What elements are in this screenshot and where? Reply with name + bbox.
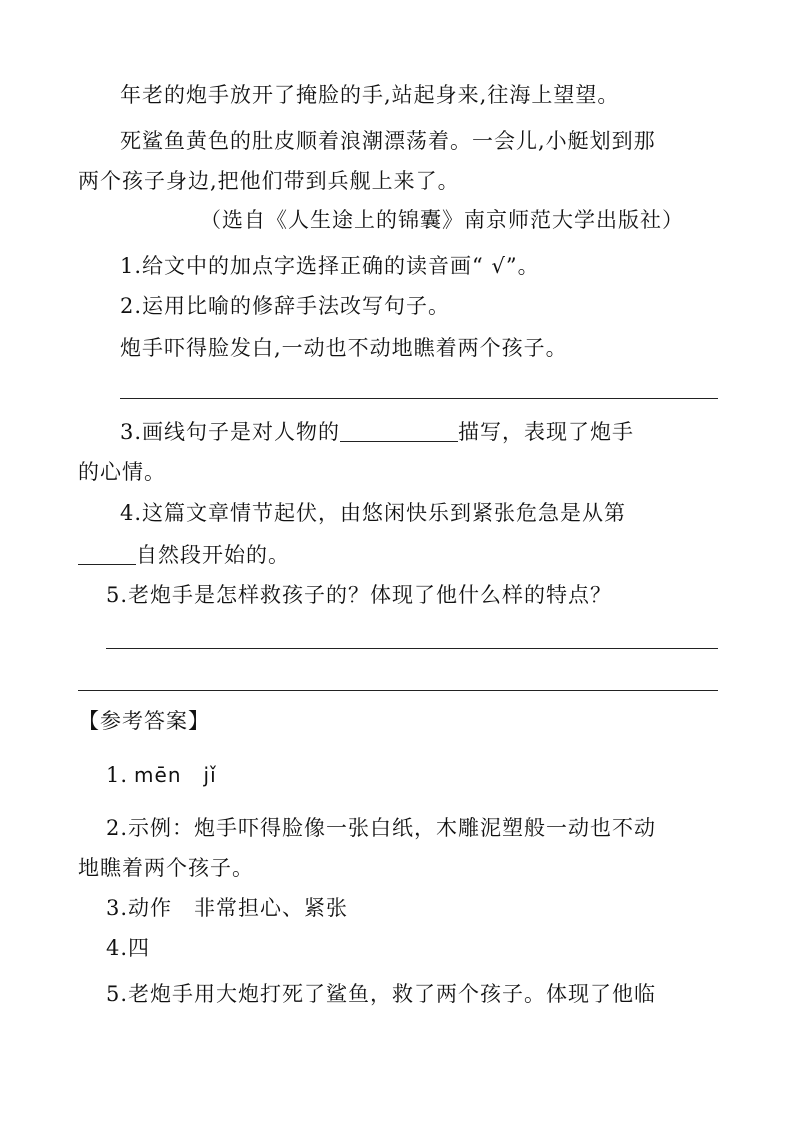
passage-paragraph-2-line-2: 两个孩子身边,把他们带到兵舰上来了。: [78, 169, 460, 193]
question-3-line-1: [120, 419, 634, 445]
answer-blank-q3[interactable]: [340, 421, 458, 442]
answer-5: 5.老炮手用大炮打死了鲨鱼，救了两个孩子。体现了他临: [106, 982, 657, 1006]
answer-line-q5-2[interactable]: [78, 690, 718, 691]
answer-2-line-2: 地瞧着两个孩子。: [78, 856, 254, 880]
passage-paragraph-1: 年老的炮手放开了掩脸的手,站起身来,往海上望望。: [120, 83, 620, 107]
answer-1-pinyin-1: mēn: [134, 763, 182, 787]
question-1: 1.给文中的加点字选择正确的读音画“ √”。: [120, 254, 540, 278]
answer-line-q5-1[interactable]: [106, 648, 718, 649]
question-4-text-after: 自然段开始的。: [136, 543, 290, 567]
question-3-text-before: 3.画线句子是对人物的: [120, 420, 341, 444]
passage-paragraph-2-line-1: 死鲨鱼黄色的肚皮顺着浪潮漂荡着。一会儿,小艇划到那: [120, 129, 656, 153]
answer-4: 4.四: [106, 936, 151, 960]
answer-2-line-1: 2.示例：炮手吓得脸像一张白纸，木雕泥塑般一动也不动: [106, 816, 657, 840]
answer-line-q2[interactable]: [120, 398, 718, 399]
answer-1-pinyin-2: jǐ: [203, 763, 217, 787]
question-4-line-1: 4.这篇文章情节起伏，由悠闲快乐到紧张危急是从第: [120, 501, 627, 525]
question-2: 2.运用比喻的修辞手法改写句子。: [120, 294, 451, 318]
answer-1-number: 1.: [106, 763, 129, 787]
passage-source: （选自《人生途上的锦囊》南京师范大学出版社）: [200, 208, 684, 232]
answer-3: 3.动作 非常担心、紧张: [106, 896, 349, 920]
question-2-sentence: 炮手吓得脸发白,一动也不动地瞧着两个孩子。: [120, 336, 568, 360]
question-4-line-2: [78, 542, 290, 568]
question-3-text-after: 描写，表现了炮手: [458, 420, 635, 444]
question-5: 5.老炮手是怎样救孩子的？体现了他什么样的特点？: [106, 583, 613, 607]
answers-heading: 【参考答案】: [78, 709, 210, 733]
question-3-line-2: 的心情。: [78, 460, 166, 484]
answer-1: [106, 762, 217, 788]
answer-blank-q4[interactable]: [78, 544, 136, 565]
